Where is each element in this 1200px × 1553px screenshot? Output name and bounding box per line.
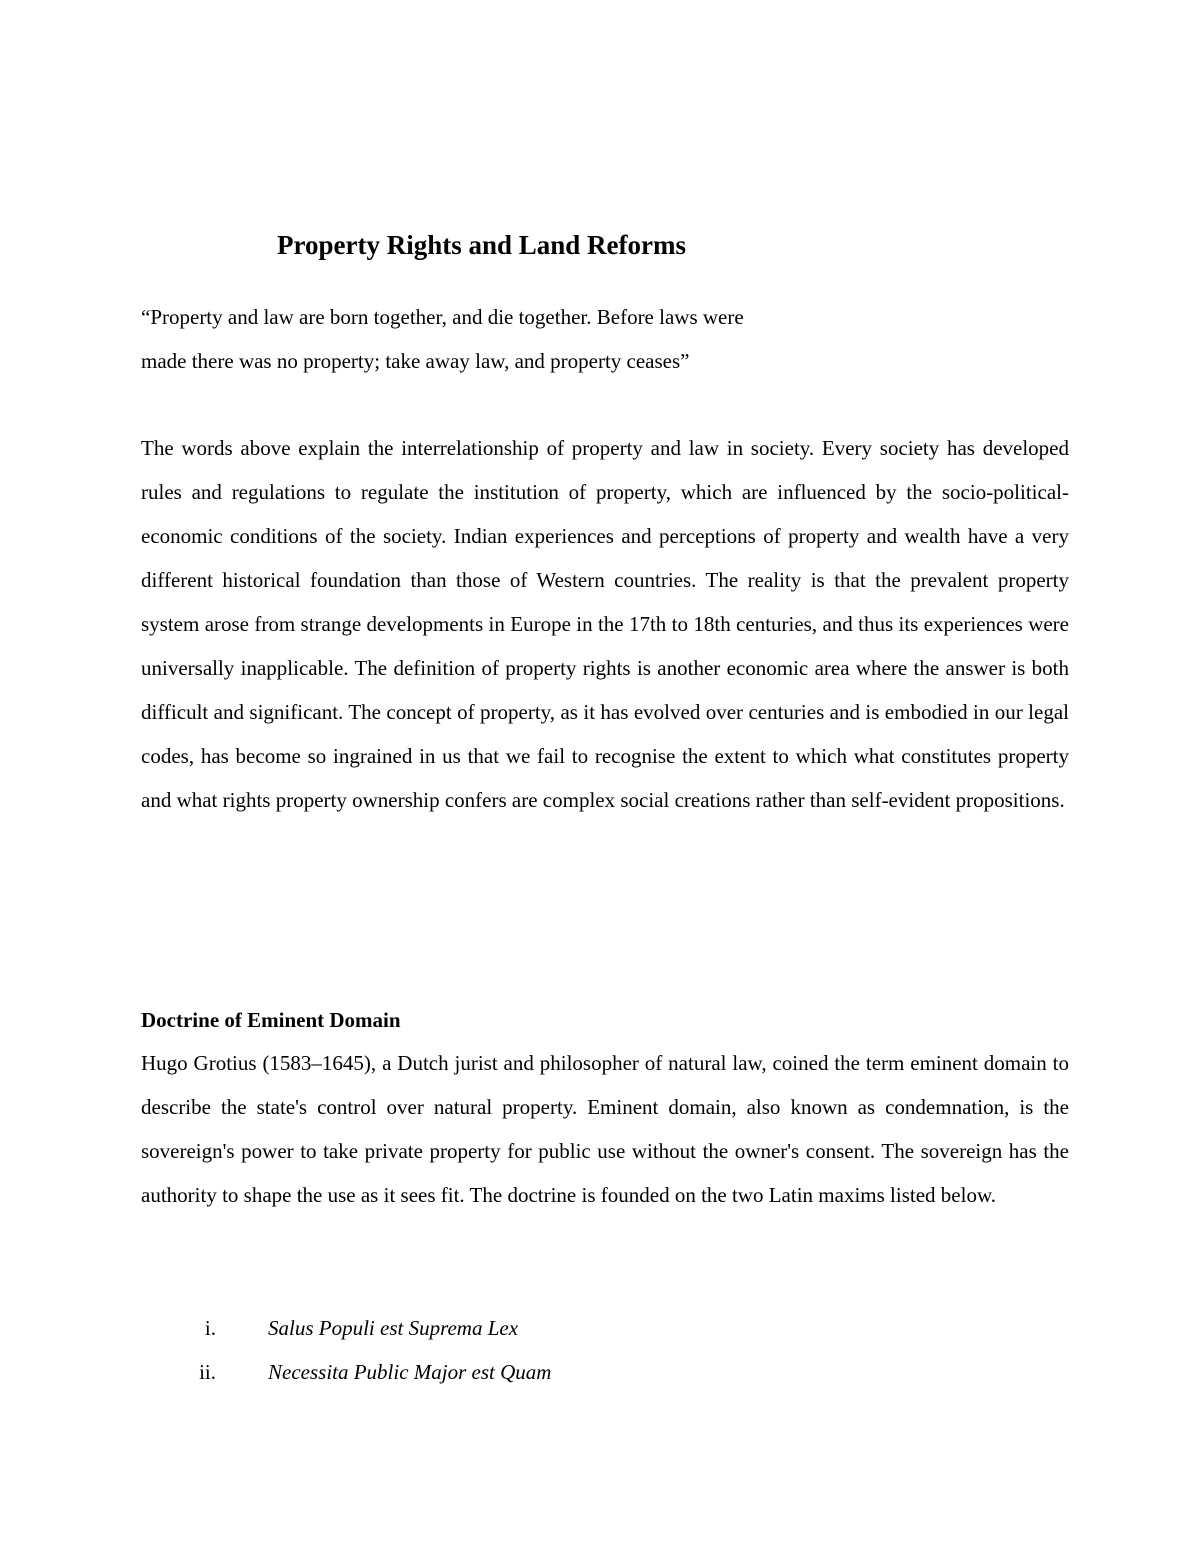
list-item-maxim: Salus Populi est Suprema Lex — [268, 1316, 519, 1340]
section-heading-eminent-domain: Doctrine of Eminent Domain — [141, 1008, 401, 1032]
list-item-maxim: Necessita Public Major est Quam — [268, 1360, 552, 1384]
document-title: Property Rights and Land Reforms — [277, 230, 687, 260]
eminent-domain-paragraph: Hugo Grotius (1583–1645), a Dutch jurist and philosopher of natural law, coined the term eminent domain to describe the state's control over natural property. Eminent domain, also known as condemnation, is the sovereign's power to take private property for public use without the owner's consent. The sovereign has the authority to shape the use as it sees fit. The doctrine is founded on the two Latin maxims listed below. — [141, 1051, 1069, 1207]
epigraph-quote-line-2: made there was no property; take away law, and property ceases” — [141, 349, 690, 373]
intro-paragraph: The words above explain the interrelationship of property and law in society. Every society has developed rules and regulations to regulate the institution of property, which are influenced by the socio-political-economic conditions of the society. Indian experiences and perceptions of property and wealth have a very different historical foundation than those of Western countries. The reality is that the prevalent property system arose from strange developments in Europe in the 17th to 18th centuries, and thus its experiences were universally inapplicable. The definition of property rights is another economic area where the answer is both difficult and significant. The concept of property, as it has evolved over centuries and is embodied in our legal codes, has become so ingrained in us that we fail to recognise the extent to which what constitutes property and what rights property ownership confers are complex social creations rather than self-evident propositions. — [141, 436, 1069, 812]
list-item-number: ii. — [199, 1360, 216, 1384]
epigraph-quote-line-1: “Property and law are born together, and die together. Before laws were — [141, 305, 744, 329]
list-item-number: i. — [204, 1316, 216, 1340]
